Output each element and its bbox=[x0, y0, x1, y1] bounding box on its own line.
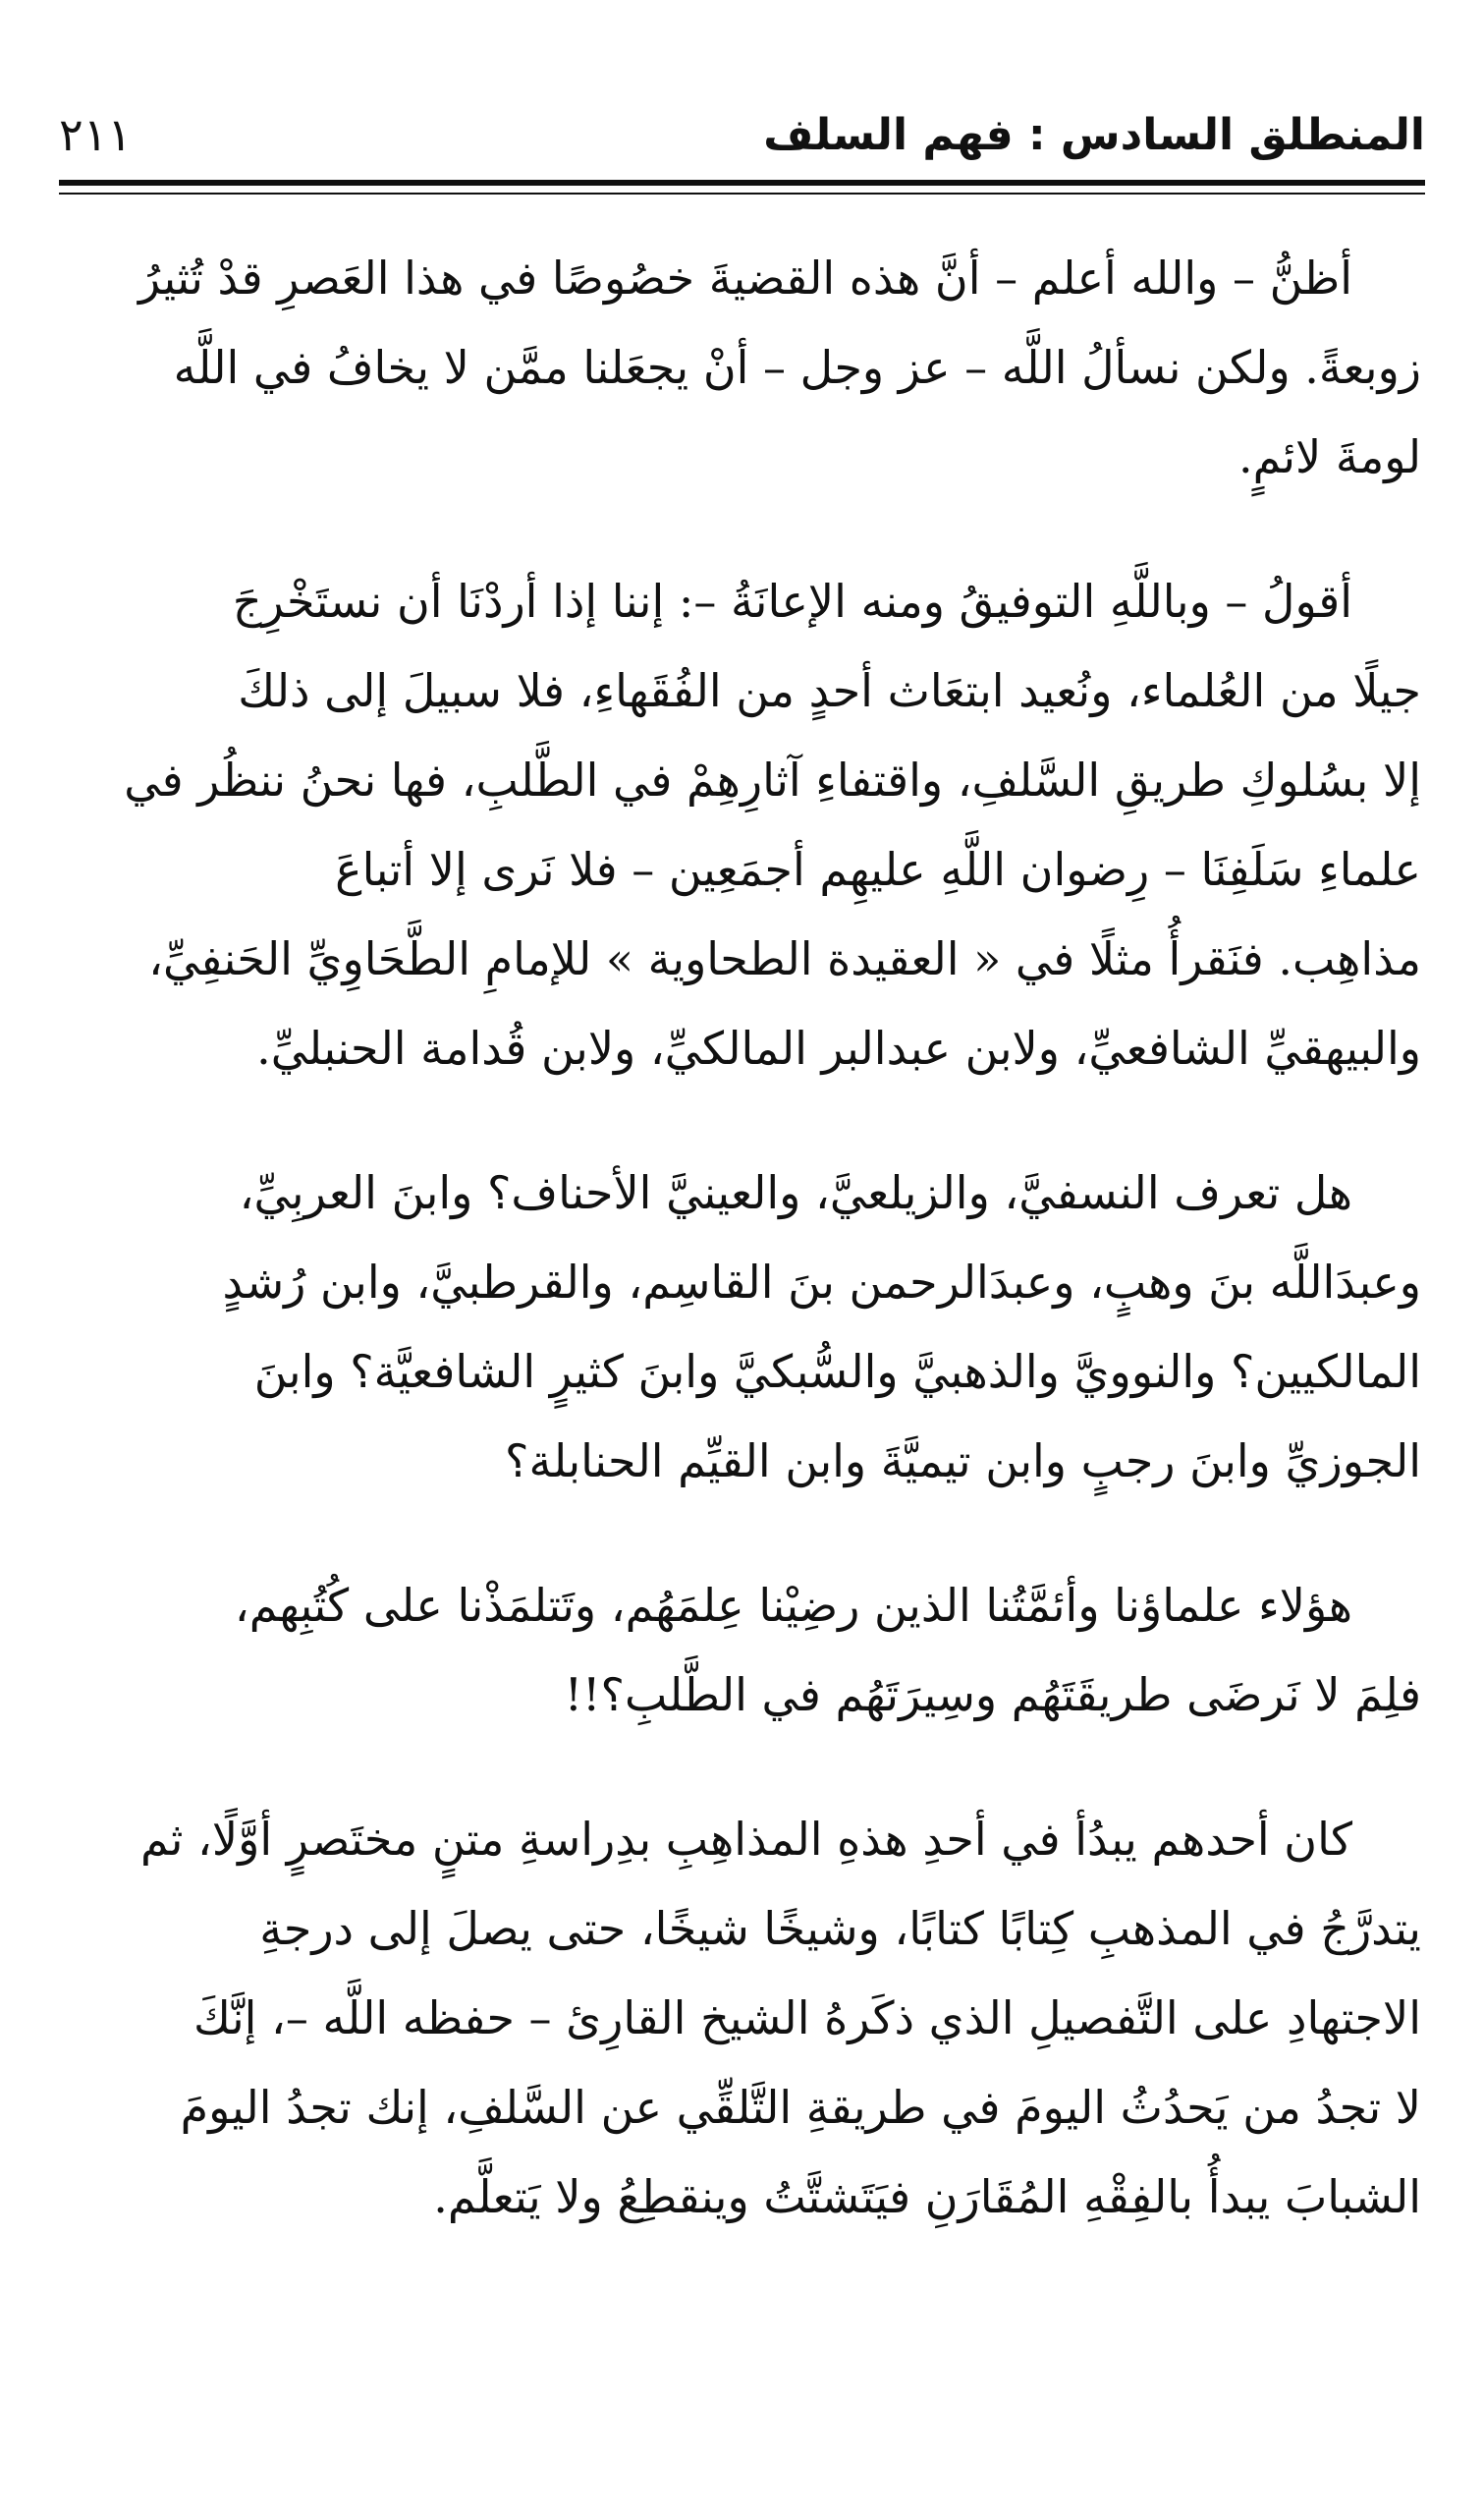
text-line: كان أحدهم يبدُأ في أحدِ هذهِ المذاهِبِ بدِراسةِ متنٍ مختَصرٍ أوَّلًا، ثم bbox=[140, 1813, 1352, 1866]
paragraph-2 bbox=[63, 557, 1421, 1093]
text-line: لا تجدُ من يَحدُثُ اليومَ في طريقةِ التَّلقِّي عن السَّلفِ، إنك تجدُ اليومَ bbox=[180, 2081, 1421, 2134]
text-line: علماءِ سَلَفِنَا – رِضوان اللَّهِ عليهِم أجمَعِين – فلا نَرى إلا أتباعَ bbox=[335, 843, 1421, 896]
text-line: جيلًا من العُلماء، ونُعيد ابتعَاث أحدٍ من الفُقَهاءِ، فلا سبيلَ إلى ذلكَ bbox=[238, 664, 1421, 717]
text-line: إلا بسُلوكِ طريقِ السَّلفِ، واقتفاءِ آثارِهِمْ في الطَّلبِ، فها نحنُ ننظُر في bbox=[124, 754, 1421, 807]
text-line: المالكيين؟ والنوويَّ والذهبيَّ والسُّبكيَّ وابنَ كثيرٍ الشافعيَّة؟ وابنَ bbox=[253, 1345, 1421, 1398]
text-line: أظنُّ – والله أعلم – أنَّ هذه القضيةَ خصُوصًا في هذا العَصرِ قدْ تُثيرُ bbox=[137, 252, 1352, 305]
text-line: يتدرَّجُ في المذهبِ كِتابًا كتابًا، وشيخًا شيخًا، حتى يصلَ إلى درجةِ bbox=[259, 1902, 1421, 1955]
header-rule-thick bbox=[59, 180, 1425, 186]
page-number: ٢١١ bbox=[59, 108, 133, 161]
paragraph-5 bbox=[63, 1795, 1421, 2242]
text-line: الجوزيِّ وابنَ رجبٍ وابن تيميَّةَ وابن القيِّم الحنابلة؟ bbox=[505, 1434, 1421, 1487]
header-rule-thin bbox=[59, 193, 1425, 195]
text-line: الشبابَ يبدأُ بالفِقْهِ المُقَارَنِ فيَتَشتَّتُ وينقطِعُ ولا يَتعلَّم. bbox=[433, 2170, 1421, 2223]
paragraph-4 bbox=[63, 1561, 1421, 1740]
paragraph-3 bbox=[63, 1148, 1421, 1506]
text-line: أقولُ – وباللَّهِ التوفيقُ ومنه الإعانَةُ –: إننا إذا أردْنَا أن نستَخْرِجَ bbox=[232, 575, 1352, 628]
text-line: الاجتهادِ على التَّفصيلِ الذي ذكَرهُ الشيخ القارِئ – حفظه اللَّه –، إنَّكَ bbox=[193, 1991, 1421, 2044]
paragraph-1 bbox=[63, 234, 1421, 502]
text-line: زوبعةً. ولكن نسألُ اللَّه – عز وجل – أنْ يجعَلنا ممَّن لا يخافُ في اللَّه bbox=[173, 341, 1421, 394]
text-line: فلِمَ لا نَرضَى طريقَتَهُم وسِيرَتَهُم في الطَّلبِ؟!! bbox=[564, 1668, 1421, 1721]
text-line: وعبدَاللَّه بنَ وهبٍ، وعبدَالرحمن بنَ القاسِم، والقرطبيَّ، وابن رُشدٍ bbox=[222, 1256, 1421, 1309]
page-header bbox=[59, 96, 1425, 175]
body-text bbox=[63, 234, 1421, 2457]
text-line: والبيهقيِّ الشافعيِّ، ولابن عبدالبر المالكيِّ، ولابن قُدامة الحنبليِّ. bbox=[256, 1022, 1421, 1075]
running-title: المنطلق السادس : فهم السلف bbox=[763, 110, 1425, 160]
text-line: هل تعرف النسفيَّ، والزيلعيَّ، والعينيَّ الأحناف؟ وابنَ العربِيِّ، bbox=[239, 1166, 1352, 1219]
text-line: مذاهِب. فنَقرأُ مثلًا في « العقيدة الطحاوية » للإمامِ الطَّحَاوِيِّ الحَنفِيِّ، bbox=[148, 932, 1421, 985]
text-line: لومةَ لائمٍ. bbox=[1238, 430, 1421, 483]
text-line: هؤلاء علماؤنا وأئمَّتُنا الذين رضِيْنا عِلمَهُم، وتَتلمَذْنا على كُتُبِهم، bbox=[234, 1579, 1352, 1632]
